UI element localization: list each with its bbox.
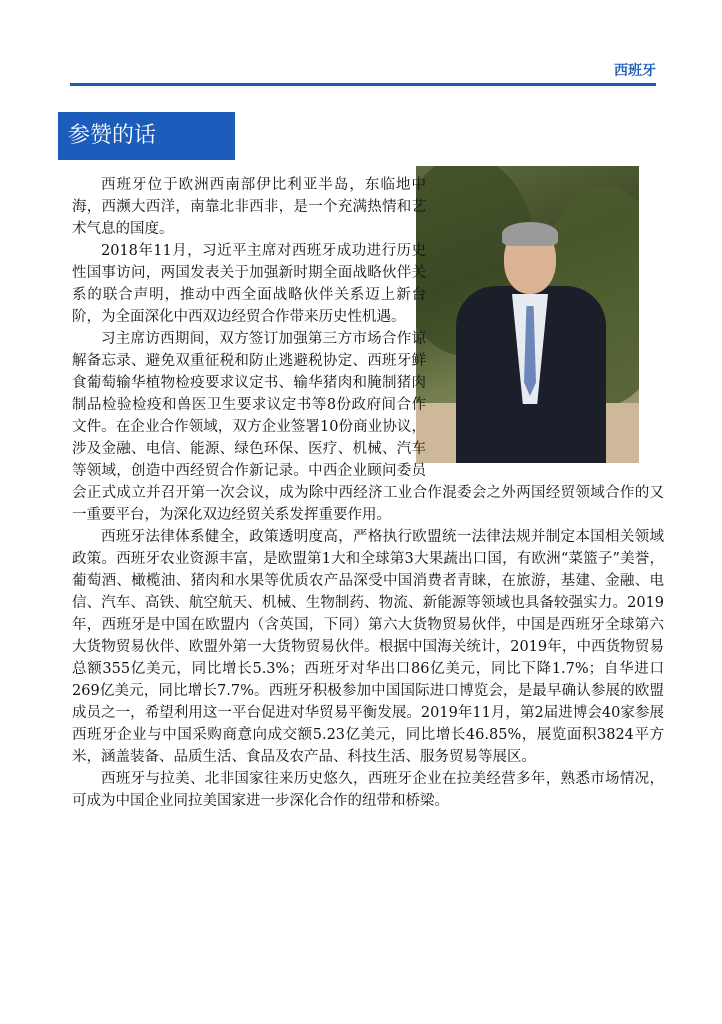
photo-spacer <box>426 174 664 462</box>
paragraph: 西班牙位于欧洲西南部伊比利亚半岛，东临地中海，西濒大西洋，南靠北非西非，是一个充满热情和艺术气息的国度。 <box>72 177 426 237</box>
paragraph: 西班牙与拉美、北非国家往来历史悠久，西班牙企业在拉美经营多年，熟悉市场情况，可成为中国企业同拉美国家进一步深化合作的纽带和桥梁。 <box>72 771 664 809</box>
paragraph: 2018年11月，习近平主席对西班牙成功进行历史性国事访问，两国发表关于加强新时期全面战略伙伴关系的联合声明，推动中西全面战略伙伴关系迈上新台阶，为全面深化中西双边经贸合作带来历史性机遇。 <box>72 243 426 325</box>
article-body <box>72 174 664 812</box>
section-title: 参赞的话 <box>58 112 235 160</box>
paragraph: 西班牙法律体系健全，政策透明度高，严格执行欧盟统一法律法规并制定本国相关领域政策。西班牙农业资源丰富，是欧盟第1大和全球第3大果蔬出口国，有欧洲“菜篮子”美誉，葡萄酒、橄榄油、猪肉和水果等优质农产品深受中国消费者青睐，在旅游，基建、金融、电信、汽车、高铁、航空航天、机械、生物制药、物流、新能源等领域也具备较强实力。2019年，西班牙是中国在欧盟内（含英国，下同）第六大货物贸易伙伴，中国是西班牙全球第六大货物贸易伙伴、欧盟外第一大货物贸易伙伴。根据中国海关统计，2019年，中西货物贸易总额355亿美元，同比增长5.3%；西班牙对华出口86亿美元，同比下降1.7%；自华进口269亿美元，同比增长7.7%。西班牙积极参加中国国际进口博览会，是最早确认参展的欧盟成员之一，希望利用这一平台促进对华贸易平衡发展。2019年11月，第2届进博会40家参展西班牙企业与中国采购商意向成交额5.23亿美元，同比增长46.85%，展览面积3824平方米，涵盖装备、品质生活、食品及农产品、科技生活、服务贸易等展区。 <box>72 529 664 765</box>
header-divider <box>70 83 656 86</box>
country-label: 西班牙 <box>614 63 656 79</box>
paragraph: 习主席访西期间，双方签订加强第三方市场合作谅解备忘录、避免双重征税和防止逃避税协定、西班牙鲜食葡萄输华植物检疫要求议定书、输华猪肉和腌制猪肉制品检验检疫和兽医卫生要求议定书等8份政府间合作文件。在企业合作领域，双方企业签署10份商业协议，涉及金融、电信、能源、绿色环保、医疗、机械、汽车等领域，创造中西经贸合作新记录。中西企业顾问委员会正式成立并召开第一次会议，成为除中西经济工业合作混委会之外两国经贸领域合作的又一重要平台，为深化双边经贸关系发挥重要作用。 <box>72 331 664 523</box>
